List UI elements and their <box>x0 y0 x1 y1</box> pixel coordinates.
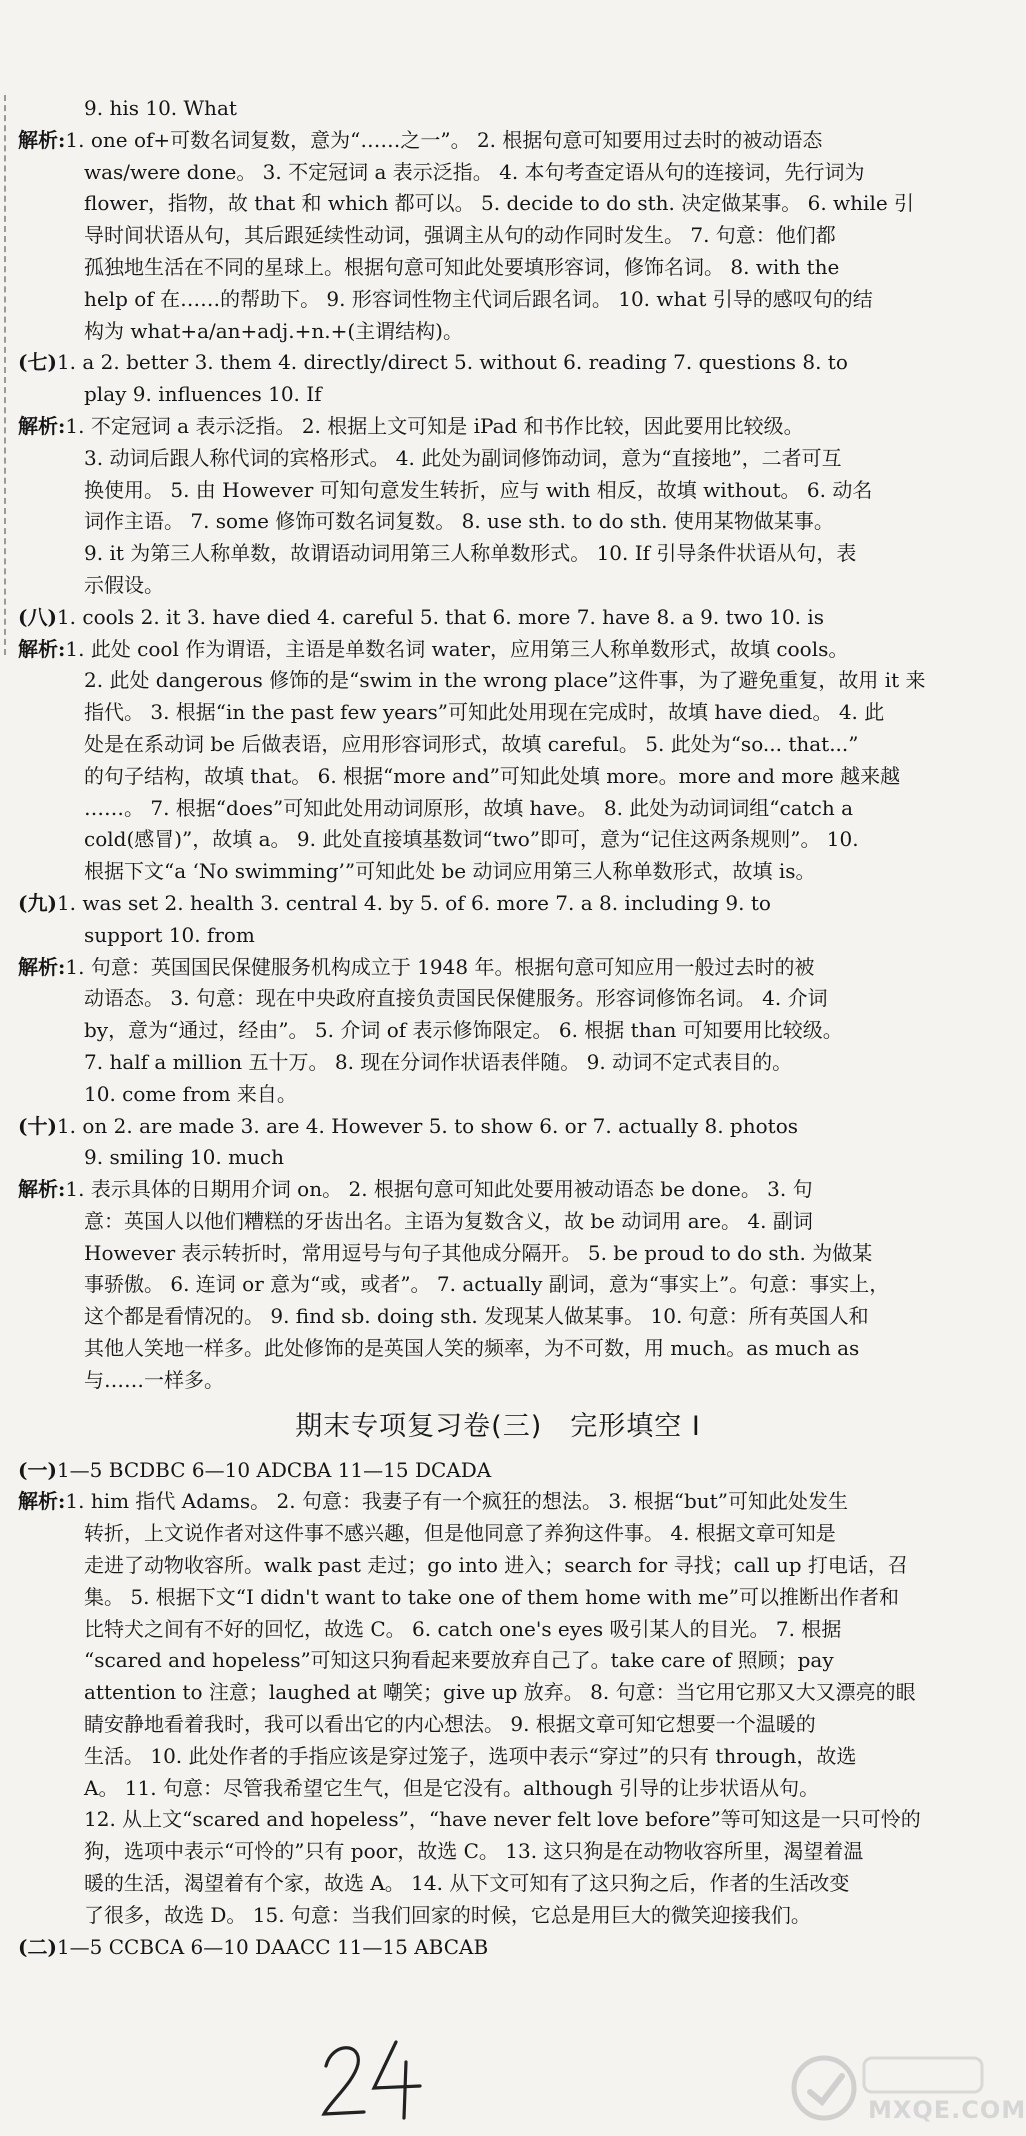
answer-line <box>18 1645 978 1677</box>
answer-line <box>18 634 978 666</box>
line-text: 2. 此处 dangerous 修饰的是“swim in the wrong place”这件事，为了避免重复，故用 it 来 <box>84 668 926 693</box>
line-text: “scared and hopeless”可知这只狗看起来要放弃自己了。take care of 照顾；pay <box>84 1648 834 1673</box>
answer-line <box>18 1079 978 1111</box>
line-text: 1—5 CCBCA 6—10 DAACC 11—15 ABCAB <box>56 1934 489 1959</box>
answer-line <box>18 602 978 634</box>
line-lead-label: (二) <box>18 1934 57 1959</box>
answer-line <box>18 570 978 602</box>
line-text: 了很多，故选 D。 15. 句意：当我们回家的时候，它总是用巨大的微笑迎接我们。 <box>84 1902 811 1927</box>
line-text: 集。 5. 根据下文“I didn't want to take one of them home with me”可以推断出作者和 <box>84 1584 899 1609</box>
answer-line <box>18 1238 978 1270</box>
line-text: 1. him 指代 Adams。 2. 句意：我妻子有一个疯狂的想法。 3. 根据“but”可知此处发生 <box>65 1489 848 1514</box>
answer-line <box>18 824 978 856</box>
line-text: flower，指物，故 that 和 which 都可以。 5. decide to do sth. 决定做某事。 6. while 引 <box>84 191 915 216</box>
line-text: play 9. influences 10. If <box>84 382 322 407</box>
line-text: 暖的生活，渴望着有个家，故选 A。 14. 从下文可知有了这只狗之后，作者的生活改变 <box>84 1871 850 1896</box>
line-text: A。 11. 句意：尽管我希望它生气，但是它没有。although 引导的让步状语从句。 <box>84 1775 820 1800</box>
line-text: 词作主语。 7. some 修饰可数名词复数。 8. use sth. to do sth. 使用某物做某事。 <box>84 509 834 534</box>
line-text: 3. 动词后跟人称代词的宾格形式。 4. 此处为副词修饰动词，意为“直接地”，二者可互 <box>84 445 842 470</box>
answer-line <box>18 1677 978 1709</box>
line-text: 的句子结构，故填 that。 6. 根据“more and”可知此处填 more。more and more 越来越 <box>84 763 901 788</box>
line-lead-label: (一) <box>18 1457 57 1482</box>
line-text: 12. 从上文“scared and hopeless”，“have never felt love before”等可知这是一只可怜的 <box>84 1807 921 1832</box>
answer-line <box>18 1709 978 1741</box>
line-text: 9. it 为第三人称单数，故谓语动词用第三人称单数形式。 10. If 引导条件状语从句，表 <box>84 541 857 566</box>
section-title-text: 期末专项复习卷(三) 完形填空 I <box>295 1410 701 1442</box>
line-text: 示假设。 <box>84 572 164 597</box>
line-text: 比特犬之间有不好的回忆，故选 C。 6. catch one's eyes 吸引某人的目光。 7. 根据 <box>84 1616 842 1641</box>
answer-line <box>18 506 978 538</box>
line-text: 10. come from 来自。 <box>84 1081 297 1106</box>
line-text: by，意为“通过，经由”。 5. 介词 of 表示修饰限定。 6. 根据 than 可知要用比较级。 <box>84 1018 843 1043</box>
answer-line <box>18 793 978 825</box>
line-text: 事骄傲。 6. 连词 or 意为“或，或者”。 7. actually 副词，意为“事实上”。句意：事实上， <box>84 1272 890 1297</box>
line-text: 走进了动物收容所。walk past 走过；go into 进入；search for 寻找；call up 打电话，召 <box>84 1553 908 1578</box>
answer-line <box>18 93 978 125</box>
answer-line <box>18 888 978 920</box>
line-text: 意：英国人以他们糟糕的牙齿出名。主语为复数含义，故 be 动词用 are。 4. 副词 <box>84 1208 813 1233</box>
line-text: 9. smiling 10. much <box>84 1145 284 1170</box>
answer-line <box>18 920 978 952</box>
answer-line <box>18 1365 978 1397</box>
line-text: ……。 7. 根据“does”可知此处用动词原形，故填 have。 8. 此处为动词词组“catch a <box>84 795 854 820</box>
answer-line <box>18 1047 978 1079</box>
line-lead-label: 解析: <box>18 1177 66 1202</box>
answer-line <box>18 697 978 729</box>
line-text: 1. was set 2. health 3. central 4. by 5. of 6. more 7. a 8. including 9. to <box>56 890 771 915</box>
line-lead-label: (九) <box>18 890 57 915</box>
line-lead-label: 解析: <box>18 413 66 438</box>
answer-line <box>18 665 978 697</box>
answer-line <box>18 1773 978 1805</box>
line-text: 1. 不定冠词 a 表示泛指。 2. 根据上文可知是 iPad 和书作比较，因此要用比较级。 <box>65 413 804 438</box>
line-lead-label: 解析: <box>18 636 66 661</box>
line-lead-label: 解析: <box>18 954 66 979</box>
line-text: 导时间状语从句，其后跟延续性动词，强调主从句的动作同时发生。 7. 句意：他们都 <box>84 223 836 248</box>
line-text: was/were done。 3. 不定冠词 a 表示泛指。 4. 本句考查定语从句的连接词，先行词为 <box>84 159 865 184</box>
answer-line <box>18 157 978 189</box>
answer-line <box>18 220 978 252</box>
answer-line <box>18 856 978 888</box>
answer-line <box>18 1741 978 1773</box>
line-text: 1. 句意：英国国民保健服务机构成立于 1948 年。根据句意可知应用一般过去时的被 <box>65 954 815 979</box>
answer-line <box>18 952 978 984</box>
answer-line <box>18 284 978 316</box>
line-text: 睛安静地看着我时，我可以看出它的内心想法。 9. 根据文章可知它想要一个温暖的 <box>84 1712 816 1737</box>
answer-line <box>18 1486 978 1518</box>
answer-line <box>18 379 978 411</box>
answer-line <box>18 1550 978 1582</box>
line-text: 1. 表示具体的日期用介词 on。 2. 根据句意可知此处要用被动语态 be done。 3. 句 <box>65 1177 813 1202</box>
line-text: 生活。 10. 此处作者的手指应该是穿过笼子，选项中表示“穿过”的只有 through，故选 <box>84 1743 857 1768</box>
answer-line <box>18 983 978 1015</box>
line-lead-label: (七) <box>18 350 57 375</box>
answer-line <box>18 1582 978 1614</box>
line-text: 处是在系动词 be 后做表语，应用形容词形式，故填 careful。 5. 此处为“so... that...” <box>84 731 859 756</box>
answer-content <box>18 93 978 1963</box>
answer-line <box>18 443 978 475</box>
line-text: 其他人笑地一样多。此处修饰的是英国人笑的频率，为不可数，用 much。as much as <box>84 1336 860 1361</box>
answer-line <box>18 761 978 793</box>
answer-line <box>18 1301 978 1333</box>
section-title <box>18 1403 978 1451</box>
answer-line <box>18 1206 978 1238</box>
line-text: 根据下文“a ‘No swimming’”可知此处 be 动词应用第三人称单数形式，故填 is。 <box>84 859 816 884</box>
line-text: 构为 what+a/an+adj.+n.+(主谓结构)。 <box>84 318 463 343</box>
line-text: 1. one of+可数名词复数，意为“……之一”。 2. 根据句意可知要用过去时的被动语态 <box>65 127 823 152</box>
answer-line <box>18 1900 978 1932</box>
line-text: 9. his 10. What <box>84 96 237 120</box>
answer-line <box>18 252 978 284</box>
answer-line <box>18 1614 978 1646</box>
line-text: 孤独地生活在不同的星球上。根据句意可知此处要填形容词，修饰名词。 8. with the <box>84 254 840 279</box>
answer-line <box>18 1142 978 1174</box>
line-text: 指代。 3. 根据“in the past few years”可知此处用现在完成时，故填 have died。 4. 此 <box>84 700 885 725</box>
line-text: support 10. from <box>84 922 255 947</box>
answer-line <box>18 411 978 443</box>
handwritten-page-number <box>318 2036 428 2120</box>
answer-line <box>18 1111 978 1143</box>
answer-line <box>18 1868 978 1900</box>
line-lead-label: 解析: <box>18 127 66 152</box>
line-text: cold(感冒)”，故填 a。 9. 此处直接填基数词“two”即可，意为“记住这两条规则”。 10. <box>84 827 859 852</box>
line-text: 1—5 BCDBC 6—10 ADCBA 11—15 DCADA <box>56 1457 492 1482</box>
answer-line <box>18 125 978 157</box>
line-lead-label: (十) <box>18 1113 57 1138</box>
line-text: 换使用。 5. 由 However 可知句意发生转折，应与 with 相反，故填 without。 6. 动名 <box>84 477 873 502</box>
answer-line <box>18 1836 978 1868</box>
answer-line <box>18 538 978 570</box>
answer-line <box>18 1932 978 1964</box>
answer-line <box>18 1333 978 1365</box>
answer-line <box>18 1518 978 1550</box>
line-text: However 表示转折时，常用逗号与句子其他成分隔开。 5. be proud to do sth. 为做某 <box>84 1240 873 1265</box>
perforation-line <box>4 95 6 655</box>
answer-line <box>18 1269 978 1301</box>
line-text: 狗，选项中表示“可怜的”只有 poor，故选 C。 13. 这只狗是在动物收容所里，渴望着温 <box>84 1839 864 1864</box>
line-lead-label: 解析: <box>18 1489 66 1514</box>
line-text: help of 在……的帮助下。 9. 形容词性物主代词后跟名词。 10. what 引导的感叹句的结 <box>84 286 873 311</box>
watermark-text: MXQE.COM <box>868 2096 1026 2124</box>
line-text: 这个都是看情况的。 9. find sb. doing sth. 发现某人做某事。 10. 句意：所有英国人和 <box>84 1304 869 1329</box>
answer-line <box>18 1015 978 1047</box>
watermark-logo <box>782 2052 1026 2130</box>
answer-line <box>18 475 978 507</box>
answer-line <box>18 1455 978 1487</box>
line-text: 转折，上文说作者对这件事不感兴趣，但是他同意了养狗这件事。 4. 根据文章可知是 <box>84 1521 836 1546</box>
answer-line <box>18 188 978 220</box>
line-text: 1. 此处 cool 作为谓语，主语是单数名词 water，应用第三人称单数形式，故填 cools。 <box>65 636 849 661</box>
answer-line <box>18 1174 978 1206</box>
line-text: 7. half a million 五十万。 8. 现在分词作状语表伴随。 9. 动词不定式表目的。 <box>84 1049 793 1074</box>
line-lead-label: (八) <box>18 604 57 629</box>
answer-line <box>18 316 978 348</box>
answer-line <box>18 1804 978 1836</box>
line-text: 与……一样多。 <box>84 1367 224 1392</box>
line-text: 1. on 2. are made 3. are 4. However 5. to show 6. or 7. actually 8. photos <box>56 1113 799 1138</box>
answer-line <box>18 347 978 379</box>
line-text: 动语态。 3. 句意：现在中央政府直接负责国民保健服务。形容词修饰名词。 4. 介词 <box>84 986 828 1011</box>
answer-line <box>18 729 978 761</box>
line-text: 1. a 2. better 3. them 4. directly/direct 5. without 6. reading 7. questions 8. to <box>56 350 848 375</box>
line-text: 1. cools 2. it 3. have died 4. careful 5. that 6. more 7. have 8. a 9. two 10. is <box>56 604 824 629</box>
line-text: attention to 注意；laughed at 嘲笑；give up 放弃。 8. 句意：当它用它那又大又漂亮的眼 <box>84 1680 916 1705</box>
